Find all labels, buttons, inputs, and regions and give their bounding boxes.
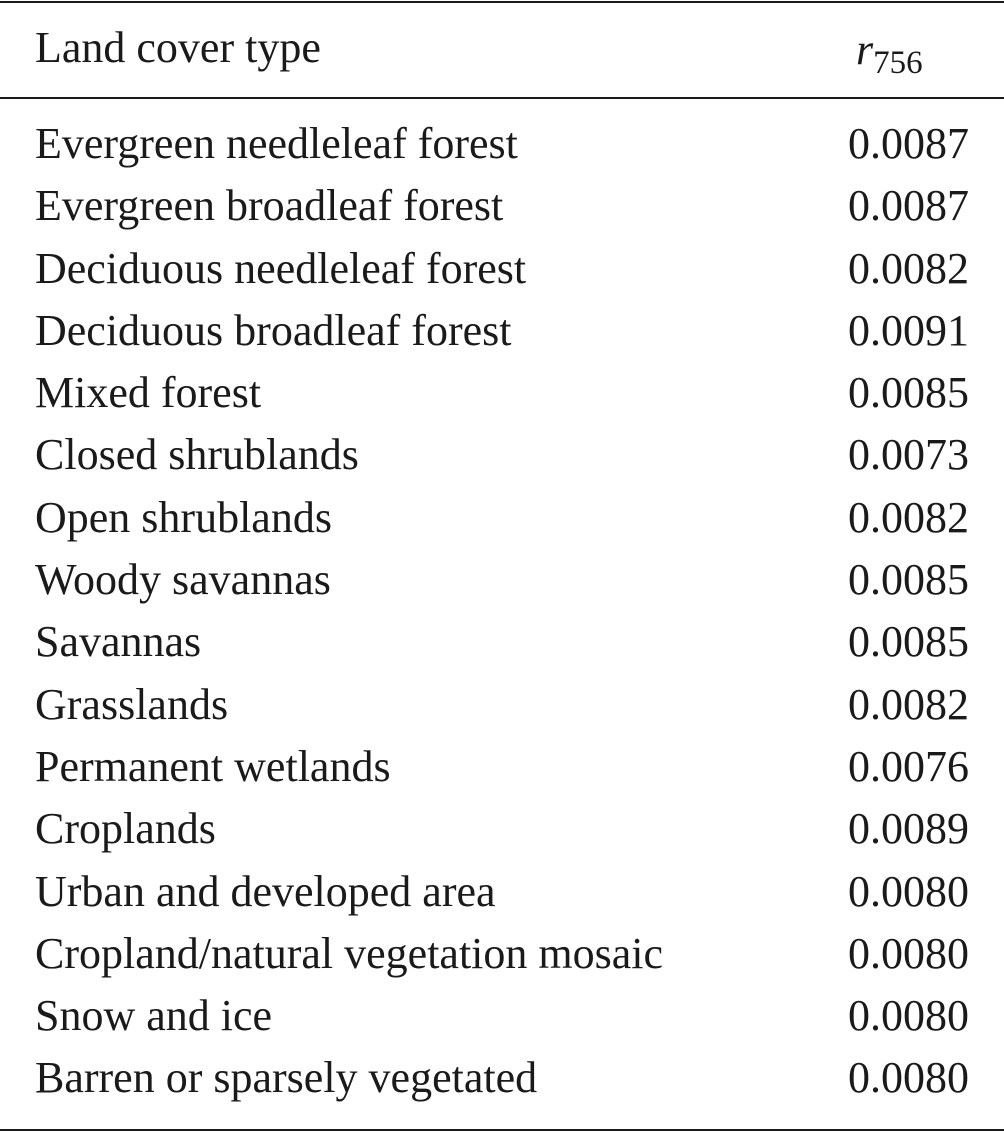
row-label: Mixed forest — [35, 368, 262, 418]
row-label: Barren or sparsely vegetated — [35, 1053, 538, 1103]
row-label: Woody savannas — [35, 555, 331, 605]
row-label: Savannas — [35, 617, 202, 667]
row-label: Deciduous broadleaf forest — [35, 305, 512, 355]
row-value: 0.0082 — [848, 243, 969, 293]
header-land-cover-type: Land cover type — [35, 23, 321, 72]
row-value: 0.0080 — [848, 991, 969, 1041]
header-r-symbol: r — [856, 25, 874, 74]
table-row — [0, 798, 1004, 860]
table-body — [0, 113, 1004, 1110]
row-label: Permanent wetlands — [35, 741, 391, 791]
header-r-subscript: 756 — [873, 45, 923, 81]
row-value: 0.0085 — [848, 368, 969, 418]
bottom-rule — [0, 1129, 1004, 1131]
table-row — [0, 362, 1004, 424]
row-value: 0.0080 — [848, 1053, 969, 1103]
row-value: 0.0087 — [848, 119, 969, 168]
row-label: Evergreen needleleaf forest — [35, 119, 518, 168]
table-row — [0, 611, 1004, 673]
header-rule — [0, 97, 1004, 99]
row-label: Cropland/natural vegetation mosaic — [35, 928, 664, 978]
row-value: 0.0080 — [848, 928, 969, 978]
row-label: Open shrublands — [35, 492, 332, 542]
row-label: Evergreen broadleaf forest — [35, 181, 504, 231]
row-value: 0.0085 — [848, 617, 969, 667]
row-value: 0.0087 — [848, 181, 969, 231]
row-value: 0.0080 — [848, 866, 969, 916]
row-value: 0.0085 — [848, 555, 969, 605]
row-label: Closed shrublands — [35, 430, 359, 480]
row-label: Snow and ice — [35, 991, 273, 1041]
row-value: 0.0082 — [848, 679, 969, 729]
table-row — [0, 487, 1004, 549]
table-row — [0, 1047, 1004, 1109]
table-row — [0, 175, 1004, 237]
row-label: Grasslands — [35, 679, 229, 729]
table-row — [0, 736, 1004, 798]
table-row — [0, 923, 1004, 985]
row-label: Deciduous needleleaf forest — [35, 243, 527, 293]
row-value: 0.0089 — [848, 804, 969, 854]
table-row — [0, 549, 1004, 611]
table-row — [0, 238, 1004, 300]
table-row — [0, 300, 1004, 362]
table-row — [0, 113, 1004, 175]
row-value: 0.0082 — [848, 492, 969, 542]
row-label: Croplands — [35, 804, 216, 854]
header-r756 — [856, 24, 923, 89]
table-row — [0, 674, 1004, 736]
row-value: 0.0073 — [848, 430, 969, 480]
table-row — [0, 861, 1004, 923]
table-row — [0, 985, 1004, 1047]
table-header — [0, 0, 1004, 97]
row-label: Urban and developed area — [35, 866, 496, 916]
table-row — [0, 424, 1004, 486]
row-value: 0.0076 — [848, 741, 969, 791]
row-value: 0.0091 — [848, 305, 969, 355]
